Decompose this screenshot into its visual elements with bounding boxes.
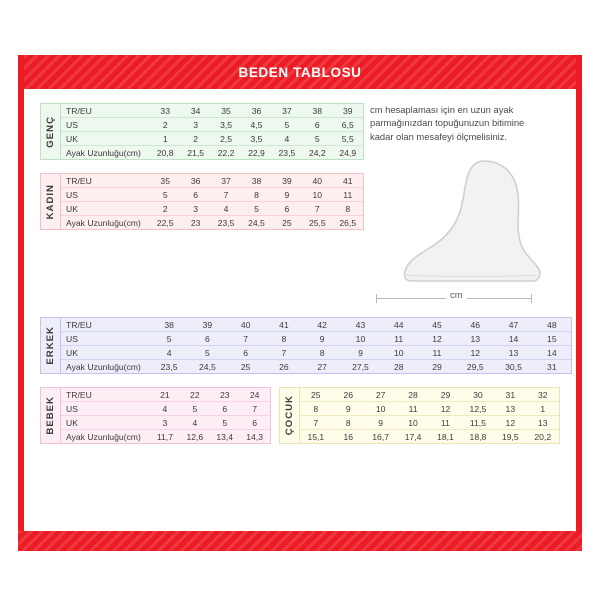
cell: 24,5: [199, 361, 216, 372]
cell: 1: [150, 132, 180, 146]
cell: 5: [180, 402, 210, 416]
cell: 5: [150, 188, 180, 202]
table-cocuk-label-text: ÇOCUK: [283, 395, 295, 436]
row-label: US: [61, 188, 150, 202]
cell: 16: [343, 431, 353, 442]
table-row: [300, 388, 559, 402]
cell: 30: [462, 388, 494, 402]
cell: 3: [180, 118, 210, 132]
row-label: Ayak Uzunluğu(cm): [66, 431, 141, 442]
cell: 28: [397, 388, 429, 402]
cell: 18,1: [437, 431, 454, 442]
cell: 17,4: [404, 431, 422, 442]
cell: 10: [380, 346, 418, 360]
row-label: Ayak Uzunluğu(cm): [66, 147, 141, 158]
cell: 7: [227, 332, 265, 346]
cell: 31: [547, 361, 557, 372]
cell: 13: [456, 332, 494, 346]
cell: 6: [302, 118, 332, 132]
cell: 13: [494, 402, 526, 416]
table-genc-grid: [61, 104, 363, 159]
upper-section: [40, 103, 560, 317]
cell: 45: [418, 318, 456, 332]
cell: 9: [332, 402, 364, 416]
cell: 41: [265, 318, 303, 332]
cell: 27,5: [352, 361, 369, 372]
cell: 10: [341, 332, 379, 346]
cell: 21: [150, 388, 180, 402]
table-erkek-label: [41, 318, 61, 373]
cell: 4: [211, 202, 241, 216]
row-label: Ayak Uzunluğu(cm): [66, 361, 141, 372]
row-label: US: [61, 332, 150, 346]
table-row: [61, 318, 571, 332]
table-bebek: [40, 387, 271, 444]
bebek-wrapper: [40, 387, 271, 457]
cell: 23: [210, 388, 240, 402]
cell: 12: [456, 346, 494, 360]
cell: 11: [333, 188, 363, 202]
table-kadin-label-text: KADIN: [45, 183, 56, 220]
cell: 6: [180, 188, 210, 202]
table-row: [61, 132, 363, 146]
cell: 5: [302, 132, 332, 146]
cell: 13: [527, 416, 559, 430]
table-row: [300, 416, 559, 430]
table-row: [61, 146, 363, 160]
cell: 3: [150, 416, 180, 430]
cell: 5: [210, 416, 240, 430]
cell: 22,2: [217, 147, 235, 158]
cell: 7: [240, 402, 270, 416]
cell: 2: [150, 202, 180, 216]
cell: 6: [188, 332, 226, 346]
ruler-label: cm: [446, 290, 467, 301]
table-cocuk: [279, 387, 560, 444]
cell: 16,7: [372, 431, 390, 442]
table-row: [61, 416, 270, 430]
cell: 26: [332, 388, 364, 402]
row-label: UK: [61, 416, 150, 430]
cell: 8: [241, 188, 271, 202]
cell: 39: [333, 104, 363, 118]
cell: 4,5: [241, 118, 271, 132]
cell: 8: [303, 346, 341, 360]
cell: 24,9: [339, 147, 357, 158]
cell: 5: [241, 202, 271, 216]
cell: 1: [527, 402, 559, 416]
cell: 29,5: [466, 361, 484, 372]
row-label: US: [61, 402, 150, 416]
cell: 2: [150, 118, 180, 132]
cell: 12: [418, 332, 456, 346]
cell: 8: [300, 402, 332, 416]
cell: 27: [317, 361, 327, 372]
cell: 10: [364, 402, 396, 416]
cell: 8: [265, 332, 303, 346]
row-label: US: [61, 118, 150, 132]
cell: 14: [533, 346, 571, 360]
cell: 5: [188, 346, 226, 360]
table-cocuk-label: [280, 388, 300, 443]
cell: 23: [190, 217, 201, 228]
cell: 37: [211, 174, 241, 188]
table-erkek-grid: [61, 318, 571, 373]
cell: 4: [150, 402, 180, 416]
cell: 14,3: [246, 431, 263, 442]
cell: 43: [341, 318, 379, 332]
table-row: [61, 104, 363, 118]
table-kadin-grid: [61, 174, 363, 229]
row-label: UK: [61, 346, 150, 360]
table-row: [61, 388, 270, 402]
table-row: [61, 430, 270, 444]
table-row: [61, 216, 363, 230]
cell: 22,9: [248, 147, 265, 158]
cell: 38: [241, 174, 271, 188]
cell: 47: [494, 318, 532, 332]
table-row: [61, 174, 363, 188]
table-row: [300, 402, 559, 416]
table-row: [61, 332, 571, 346]
foot-diagram: [372, 157, 560, 317]
row-label: TR/EU: [61, 388, 150, 402]
cell: 23,5: [278, 147, 296, 158]
table-genc-label: [41, 104, 61, 159]
lower-section: [40, 387, 560, 457]
table-bebek-grid: [61, 388, 270, 443]
table-row: [61, 346, 571, 360]
cell: 38: [150, 318, 188, 332]
cell: 8: [333, 202, 363, 216]
cell: 41: [333, 174, 363, 188]
table-row: [61, 118, 363, 132]
cell: 13: [494, 346, 532, 360]
cell: 6,5: [333, 118, 363, 132]
cell: 29: [429, 388, 461, 402]
cell: 11: [397, 402, 429, 416]
cell: 6: [227, 346, 265, 360]
cell: 31: [494, 388, 526, 402]
table-genc-label-text: GENÇ: [45, 115, 56, 148]
title-banner: [24, 55, 576, 89]
cell: 28: [393, 361, 404, 372]
cell: 13,4: [216, 431, 234, 442]
cell: 11: [429, 416, 461, 430]
cell: 40: [302, 174, 332, 188]
cell: 6: [240, 416, 270, 430]
cell: 4: [150, 346, 188, 360]
cell: 39: [272, 174, 302, 188]
table-kadin: [40, 173, 364, 230]
table-erkek: [40, 317, 572, 374]
cell: 29: [432, 361, 442, 372]
cell: 7: [211, 188, 241, 202]
table-row: [61, 202, 363, 216]
cell: 12: [494, 416, 526, 430]
cell: 10: [397, 416, 429, 430]
table-bebek-label-text: BEBEK: [45, 396, 56, 435]
table-erkek-label-text: ERKEK: [45, 326, 56, 365]
table-row: [300, 430, 559, 444]
cell: 14: [494, 332, 532, 346]
cell: 22: [180, 388, 210, 402]
cell: 25,5: [308, 217, 326, 228]
ruler-cap-right: [531, 294, 532, 303]
cell: 20,8: [156, 147, 174, 158]
measure-note: cm hesaplaması için en uzun ayak parmağınızdan topuğunuzun bitimine kadar olan mesafeyi ölçmelisiniz.: [370, 104, 525, 142]
cell: 12: [429, 402, 461, 416]
cell: 22,5: [156, 217, 174, 228]
table-row: [61, 188, 363, 202]
cell: 11: [380, 332, 418, 346]
cell: 30,5: [505, 361, 522, 372]
cell: 12,5: [462, 402, 494, 416]
cell: 25: [300, 388, 332, 402]
cell: 11,7: [156, 431, 173, 442]
row-label: Ayak Uzunluğu(cm): [66, 217, 141, 228]
cell: 48: [533, 318, 571, 332]
cell: 26: [279, 361, 289, 372]
side-column: [370, 103, 560, 317]
cell: 25: [240, 361, 251, 372]
cell: 44: [380, 318, 418, 332]
cell: 5,5: [333, 132, 363, 146]
cell: 18,8: [469, 431, 487, 442]
cell: 24,2: [308, 147, 326, 158]
cell: 15: [533, 332, 571, 346]
cell: 11: [418, 346, 456, 360]
cell: 37: [272, 104, 302, 118]
cell: 9: [364, 416, 396, 430]
cell: 39: [188, 318, 226, 332]
bottom-banner: [18, 531, 582, 551]
cell: 12,6: [186, 431, 204, 442]
table-genc: [40, 103, 364, 160]
cell: 8: [332, 416, 364, 430]
row-label: TR/EU: [61, 104, 150, 118]
cell: 3,5: [211, 118, 241, 132]
row-label: TR/EU: [61, 174, 150, 188]
cell: 36: [241, 104, 271, 118]
row-label: UK: [61, 132, 150, 146]
cell: 20,2: [534, 431, 552, 442]
table-row: [61, 402, 270, 416]
cell: 9: [303, 332, 341, 346]
row-label: UK: [61, 202, 150, 216]
cell: 38: [302, 104, 332, 118]
cell: 35: [211, 104, 241, 118]
cell: 33: [150, 104, 180, 118]
cell: 34: [180, 104, 210, 118]
row-label: TR/EU: [61, 318, 150, 332]
foot-illustration-icon: [372, 157, 560, 297]
cell: 2: [180, 132, 210, 146]
cell: 27: [364, 388, 396, 402]
table-cocuk-grid: [300, 388, 559, 443]
cell: 3: [180, 202, 210, 216]
cell: 21,5: [187, 147, 204, 158]
cell: 42: [303, 318, 341, 332]
cell: 7: [265, 346, 303, 360]
cocuk-wrapper: [279, 387, 560, 457]
cell: 4: [180, 416, 210, 430]
cell: 2,5: [211, 132, 241, 146]
cell: 15,1: [307, 431, 325, 442]
cell: 5: [272, 118, 302, 132]
cell: 6: [272, 202, 302, 216]
table-row: [61, 360, 571, 374]
cell: 3,5: [241, 132, 271, 146]
cell: 19,5: [501, 431, 519, 442]
cell: 46: [456, 318, 494, 332]
cell: 7: [302, 202, 332, 216]
cell: 24,5: [248, 217, 265, 228]
size-chart-card: [18, 55, 582, 545]
cell: 23,5: [160, 361, 178, 372]
cell: 9: [272, 188, 302, 202]
cell: 6: [210, 402, 240, 416]
cell: 36: [180, 174, 210, 188]
chart-content: [24, 89, 576, 457]
cell: 25: [282, 217, 292, 228]
cell: 4: [272, 132, 302, 146]
cell: 9: [341, 346, 379, 360]
cell: 24: [240, 388, 270, 402]
cell: 7: [300, 416, 332, 430]
table-bebek-label: [41, 388, 61, 443]
cell: 5: [150, 332, 188, 346]
cell: 23,5: [217, 217, 235, 228]
main-tables-column: [40, 103, 364, 243]
cell: 32: [527, 388, 559, 402]
page-title: BEDEN TABLOSU: [238, 64, 362, 80]
cell: 11,5: [462, 416, 494, 430]
cell: 10: [302, 188, 332, 202]
cell: 40: [227, 318, 265, 332]
cell: 35: [150, 174, 180, 188]
table-kadin-label: [41, 174, 61, 229]
cell: 26,5: [339, 217, 357, 228]
